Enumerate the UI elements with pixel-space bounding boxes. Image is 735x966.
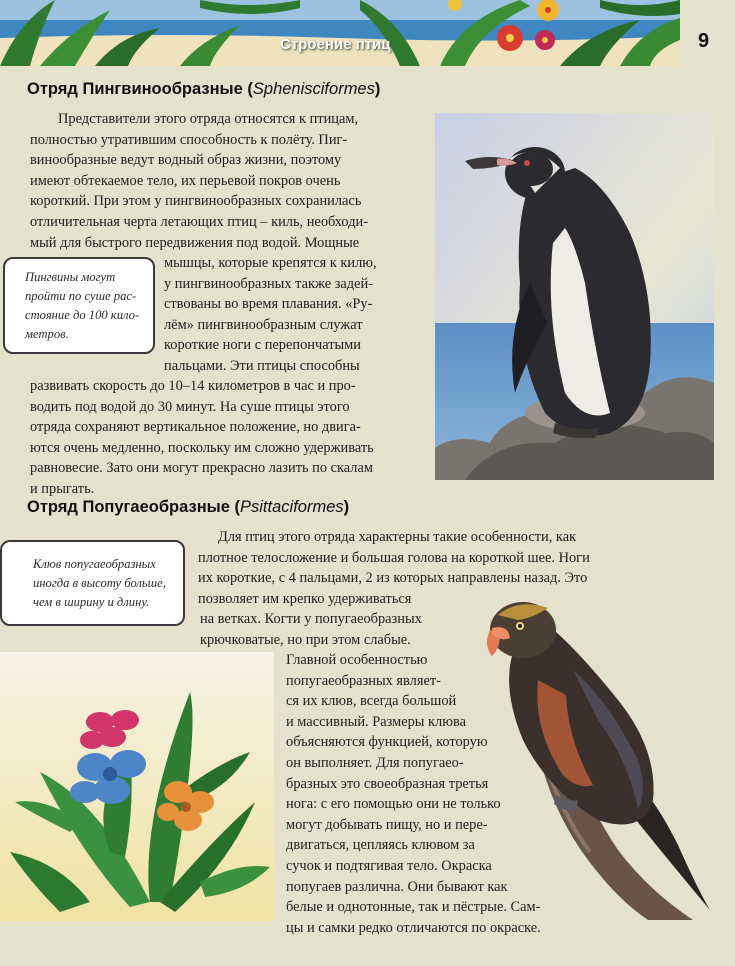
penguin-text-narrow [164,253,420,377]
text-line: белые и однотонные, так и пёстрые. Сам- [286,899,541,916]
note-line: Клюв попугаеобразных [33,557,156,571]
text-line: Представители этого отряда относятся к птицам, [58,111,359,127]
text-line: позволяет им крепко удерживаться [198,590,412,607]
note-line: чем в ширину и длину. [33,595,150,609]
text-line: нога: с его помощью они не только [286,796,501,813]
text-line: мышцы, которые крепятся к килю, [164,255,377,271]
note-line: метров. [25,327,69,341]
text-line: двигаться, цепляясь клювом за [286,837,475,854]
flowers-drawing [0,652,274,921]
text-line: имеют обтекаемое тело, их перьевой покров очень [30,172,341,189]
text-line: равновесие. Зато они могут прекрасно лазить по скалам [30,460,373,477]
text-line: ствованы во время плавания. «Ру- [164,296,373,313]
text-line: могут добывать пищу, но и пере- [286,816,488,833]
text-line: ются очень медленно, поскольку им сложно удерживать [30,439,374,456]
text-line: лём» пингвинообразным служат [164,316,363,333]
parrot-drawing [478,590,718,920]
text-line: цы и самки редко отличаются по окраске. [286,919,541,936]
text-line: отличительная черта летающих птиц – киль, необходи- [30,213,369,230]
parrot-heading [27,498,349,517]
penguin-heading-text: Отряд Пингвинообразные ( [27,80,253,98]
text-line: ся их клюв, всегда большой [286,693,457,710]
text-line: у пингвинообразных также задей- [164,275,373,292]
text-line: развивать скорость до 10–14 километров в час и про- [30,378,356,394]
text-line: и прыгать. [30,480,95,497]
text-line: плотное телосложение и большая голова на короткой шее. Ноги [198,549,590,566]
parrot-heading-close: ) [343,498,350,516]
note-line: пройти по суше рас- [25,289,137,303]
penguin-text-bottom [30,376,420,500]
text-line: крючковатые, но при этом слабые. [200,631,411,648]
parrot-heading-text: Отряд Попугаеобразные ( [27,498,241,516]
text-line: попугаеобразных являет- [286,672,441,689]
text-line: сучок и подтягивая тело. Окраска [286,857,492,874]
text-line: попугаев различна. Они бывают как [286,878,508,895]
parrot-fact-note [0,540,185,626]
text-line: короткий. При этом у пингвинообразных сохранилась [30,193,362,210]
penguin-drawing [435,113,714,480]
note-line: иногда в высоту больше, [33,576,166,590]
text-line: и массивный. Размеры клюва [286,713,466,730]
section-title: Строение птиц [280,36,391,53]
note-line: Пингвины могут [25,270,116,284]
text-line: отряда сохраняют вертикальное положение, но двига- [30,419,361,436]
parrot-heading-latin: Psittaciformes [240,498,344,516]
text-line: короткие ноги с перепончатыми [164,337,361,354]
text-line: пальцами. Эти птицы способны [164,357,360,374]
text-line: Для птиц этого отряда характерны такие особенности, как [218,529,577,545]
text-line: на ветках. Когти у попугаеобразных [200,611,422,627]
penguin-fact-note [3,257,155,354]
penguin-text-top [30,109,420,253]
text-line: их короткие, с 4 пальцами, 2 из которых направлены назад. Это [198,570,588,587]
parrot-text-mid [200,609,470,650]
text-line: полностью утратившим способность к полёту. Пиг- [30,131,348,148]
header-banner [0,0,680,66]
text-line: Главной особенностью [286,652,428,668]
text-line: винообразные ведут водный образ жизни, поэтому [30,152,342,169]
text-line: объясняются функцией, которую [286,734,488,751]
penguin-heading-latin: Sphenisciformes [252,80,375,98]
penguin-heading [27,80,380,99]
text-line: водить под водой до 30 минут. На суше птицы этого [30,398,350,415]
page-number: 9 [698,30,710,52]
text-line: мый для быстрого передвижения под водой. Мощные [30,234,360,251]
tropical-flowers-illustration [0,652,274,921]
note-line: стояние до 100 кило- [25,308,140,322]
text-line: бразных это своеобразная третья [286,775,489,792]
penguin-heading-close: ) [374,80,381,98]
parrot-illustration [478,590,718,920]
banner-scenery [0,0,680,66]
text-line: он выполняет. Для попугаео- [286,754,464,771]
penguin-illustration [435,113,714,480]
